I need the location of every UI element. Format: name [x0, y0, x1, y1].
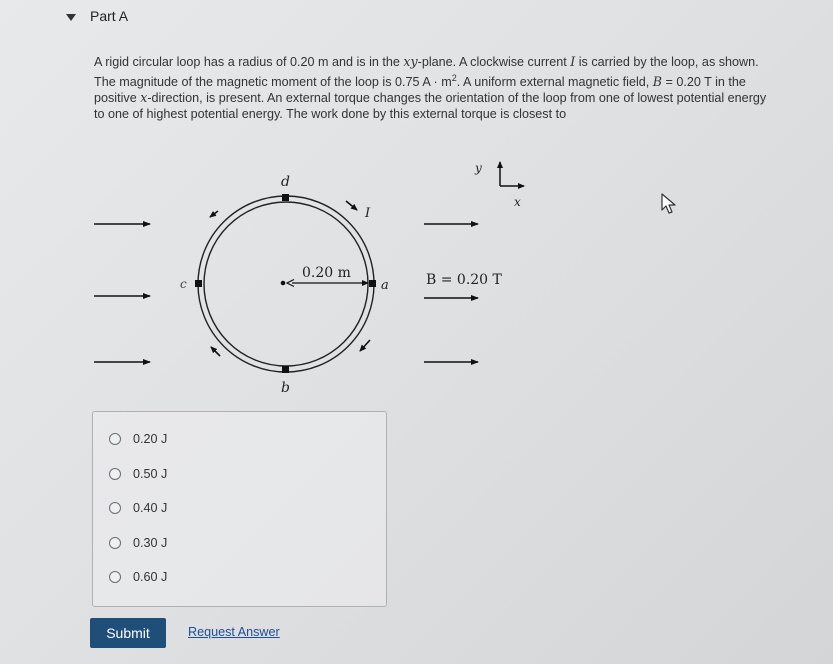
- radio-button[interactable]: [109, 433, 121, 445]
- point-c-marker: [195, 280, 202, 287]
- radio-button[interactable]: [109, 468, 121, 480]
- part-header[interactable]: [66, 8, 128, 24]
- answer-choices: [92, 411, 387, 607]
- choice-item[interactable]: [109, 467, 167, 481]
- field-label: B = 0.20 T: [426, 272, 502, 288]
- current-arrow: [211, 347, 220, 356]
- radio-button[interactable]: [109, 537, 121, 549]
- question-text: A rigid circular loop has a radius of 0.20 m and is in the xy-plane. A clockwise current I is carried by the loop, as shown. The magnitude of the magnetic moment of the loop is 0.75 $A \cdot m^2$. A uniform external magnetic field, B = 0.20 T in the positive x-direction, is present. An external torque changes the orientation of the loop from one of lowest potential energy to one of highest potential energy. The work done by this external torque is closest to: [94, 54, 767, 122]
- label-c: c: [180, 277, 187, 291]
- choice-item[interactable]: [109, 501, 167, 515]
- label-current: I: [365, 206, 371, 221]
- label-d: d: [281, 174, 290, 190]
- current-arrow: [210, 211, 218, 217]
- choice-label: 0.50 J: [133, 467, 168, 481]
- radio-button[interactable]: [109, 502, 121, 514]
- choice-item[interactable]: [109, 536, 167, 550]
- axis-y-label: y: [475, 161, 482, 175]
- label-a: a: [381, 278, 389, 293]
- field-arrows-left: [94, 224, 150, 362]
- point-d-marker: [282, 194, 289, 201]
- choice-label: 0.20 J: [133, 432, 168, 446]
- choice-item[interactable]: [109, 432, 167, 446]
- axis-x-label: x: [514, 195, 521, 209]
- part-title: Part A: [90, 8, 129, 24]
- choice-item[interactable]: [109, 570, 167, 584]
- radius-label: 0.20 m: [302, 265, 351, 281]
- label-b: b: [281, 380, 290, 396]
- radio-button[interactable]: [109, 571, 121, 583]
- request-answer-link[interactable]: Request Answer: [188, 625, 280, 639]
- axes-indicator: [474, 161, 524, 209]
- collapse-caret-icon[interactable]: [66, 14, 76, 21]
- choice-label: 0.30 J: [133, 536, 168, 550]
- field-arrows-right: [424, 224, 478, 362]
- submit-button[interactable]: Submit: [90, 618, 166, 648]
- choice-label: 0.40 J: [133, 501, 168, 515]
- loop-diagram: [80, 150, 550, 400]
- mouse-cursor-icon: [660, 192, 680, 216]
- current-arrow: [360, 340, 370, 351]
- current-arrow: [346, 201, 357, 210]
- point-a-marker: [369, 280, 376, 287]
- point-b-marker: [282, 366, 289, 373]
- choice-label: 0.60 J: [133, 570, 168, 584]
